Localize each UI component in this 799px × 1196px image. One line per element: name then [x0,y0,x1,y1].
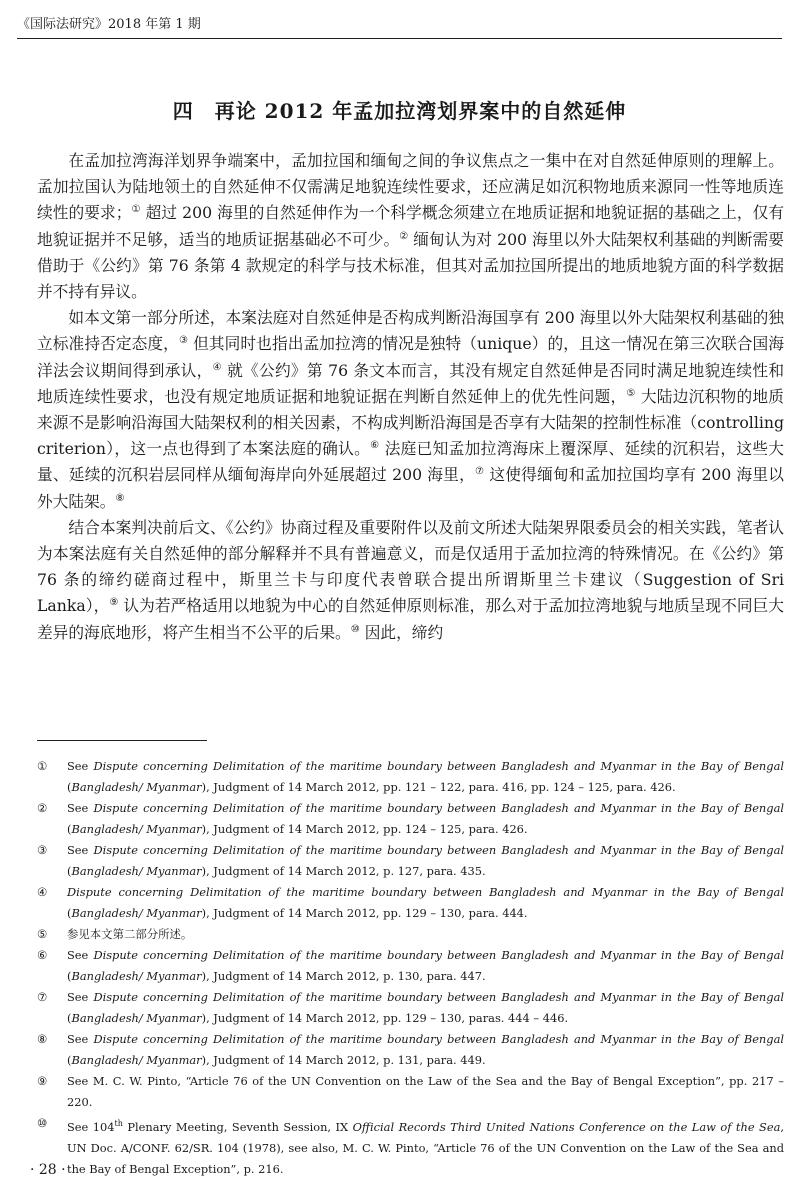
footnote-reference[interactable]: ② [399,230,409,242]
case-title: Bangladesh/ Myanmar [71,780,202,794]
footnote-text [67,840,784,882]
paragraph-text: 这使得缅甸和孟加拉国均享有 200 海里以外大陆架。 [37,465,784,511]
case-title: Dispute concerning Delimitation of the maritime boundary between Bangladesh and Myanmar in the Bay of Bengal [93,948,784,962]
case-title: Bangladesh/ Myanmar [71,1011,202,1025]
case-title: Dispute concerning Delimitation of the maritime boundary between Bangladesh and Myanmar in the Bay of Bengal [67,885,784,899]
footnote-reference[interactable]: ④ [212,361,222,373]
footnote-text [67,945,784,987]
footnote-rule [37,740,207,741]
footnote-segment: ), Judgment of 14 March 2012, pp. 129 – 130, para. 444. [201,906,528,920]
section-title: 四 再论 2012 年孟加拉湾划界案中的自然延伸 [172,99,627,123]
footnote-segment: See M. C. W. Pinto, “Article 76 of the UN Convention on the Law of the Sea and the Bay of Bengal Exception”, pp. 217 – 220. [67,1074,784,1109]
footnote-segment: ), Judgment of 14 March 2012, pp. 121 – 122, para. 416, pp. 124 – 125, para. 426. [201,780,676,794]
footnote [37,987,784,1029]
case-title: Bangladesh/ Myanmar [71,822,202,836]
footnote [37,924,784,945]
case-title: Dispute concerning Delimitation of the maritime boundary between Bangladesh and Myanmar in the Bay of Bengal [93,843,784,857]
footnote [37,798,784,840]
footnote-reference[interactable]: ① [131,204,141,216]
footnote-text [67,924,784,945]
paragraph-text: 超过 200 海里的自然延伸作为一个科学概念须建立在地质证据和地貌证据的基础之上，仅有地貌证据并不足够，适当的地质证据基础必不可少。 [37,203,785,249]
footnote-segment: ( [67,969,72,983]
footnote-segment: ), Judgment of 14 March 2012, p. 131, para. 449. [201,1053,486,1067]
footnote-segment: ( [67,822,72,836]
footnote-segment: ), Judgment of 14 March 2012, pp. 124 – 125, para. 426. [201,822,528,836]
paragraph-text: 法庭已知孟加拉湾海床上覆深厚、延续的沉积岩，这些大量、延续的沉积岩层同样从缅甸海岸向外延展超过 200 海里， [37,439,784,485]
case-title: Dispute concerning Delimitation of the maritime boundary between Bangladesh and Myanmar in the Bay of Bengal [93,1032,784,1046]
footnote-segment: See 104 [67,1119,115,1134]
footnote [37,1071,784,1113]
footnote-reference[interactable]: ⑦ [474,466,485,478]
case-title: Dispute concerning Delimitation of the maritime boundary between Bangladesh and Myanmar in the Bay of Bengal [93,990,784,1004]
body-text [37,148,784,646]
paragraph-text: 如本文第一部分所述，本案法庭对自然延伸是否构成判断沿海国享有 200 海里以外大陆架权利基础的独立标准持否定态度， [37,308,784,354]
footnote-segment: See [67,1032,94,1046]
paragraph-text: 但其同时也指出孟加拉湾的情况是独特（unique）的，且这一情况在第三次联合国海洋法会议期间得到承认， [37,334,785,380]
ordinal-suffix: th [114,1119,123,1128]
paragraph-text: 就《公约》第 76 条文本而言，其没有规定自然延伸是否同时满足地貌连续性和地质连续性要求，也没有规定地质证据和地貌证据在判断自然延伸上的优先性问题， [37,360,785,406]
footnote-text [67,798,784,840]
footnote-text [67,1071,784,1113]
footnote-segment: See [67,990,94,1004]
case-title: Dispute concerning Delimitation of the maritime boundary between Bangladesh and Myanmar in the Bay of Bengal [93,759,784,773]
footnote-segment: Plenary Meeting, Seventh Session, IX [122,1119,353,1134]
page-number: · 28 · [30,1162,66,1178]
footnote [37,756,784,798]
paragraph-text: 大陆边沉积物的地质来源不是影响沿海国大陆架权利的相关因素，不构成判断沿海国是否享有大陆架的控制性标准（controlling criterion），这一点也得到了本案法庭的确认。 [37,386,784,459]
footnote-segment: ), Judgment of 14 March 2012, p. 127, para. 435. [201,864,486,878]
header-rule [17,38,782,39]
footnote-reference[interactable]: ⑩ [350,623,360,635]
case-title: Official Records Third United Nations Conference on the Law of the Sea [352,1119,781,1134]
footnote-reference[interactable]: ⑧ [115,492,125,504]
footnote-marker: ⑨ [37,1074,48,1088]
footnote-segment: ( [67,780,72,794]
footnote-marker: ⑦ [37,990,48,1004]
footnote-segment: ), Judgment of 14 March 2012, pp. 129 – 130, paras. 444 – 446. [201,1011,569,1025]
footnote-segment: ), Judgment of 14 March 2012, p. 130, para. 447. [201,969,486,983]
footnote-marker: ⑩ [37,1116,48,1130]
paragraph-text: 缅甸认为对 200 海里以外大陆架权利基础的判断需要借助于《公约》第 76 条第 4 款规定的科学与技术标准，但其对孟加拉国所提出的地质地貌方面的科学数据并不持有异议。 [37,229,784,302]
footnote-marker: ⑧ [37,1032,48,1046]
case-title: Bangladesh/ Myanmar [71,1053,202,1067]
footnotes [37,756,784,1180]
footnote-reference[interactable]: ⑨ [109,597,119,609]
paragraph-text: 结合本案判决前后文、《公约》协商过程及重要附件以及前文所述大陆架界限委员会的相关实践，笔者认为本案法庭有关自然延伸的部分解释并不具有普遍意义，而是仅适用于孟加拉湾的特殊情况。在《公约》第 76 条的缔约磋商过程中，斯里兰卡与印度代表曾联合提出所谓斯里兰卡建议（Suggestion of Sri Lanka）， [37,517,784,616]
footnote-segment: See [67,948,94,962]
footnote-marker: ③ [37,843,48,857]
case-title: Bangladesh/ Myanmar [71,864,202,878]
body-paragraph [37,305,784,515]
case-title: Bangladesh/ Myanmar [71,969,202,983]
footnote-segment: , UN Doc. A/CONF. 62/SR. 104 (1978), see also, M. C. W. Pinto, “Article 76 of the UN Convention on the Law of the Sea and the Bay of Bengal Exception”, p. 216. [67,1119,784,1176]
footnote-segment: See [67,759,94,773]
footnote-reference[interactable]: ③ [178,335,189,347]
footnote [37,1113,784,1180]
footnote-segment: See [67,843,94,857]
case-title: Bangladesh/ Myanmar [71,906,202,920]
footnote-marker: ⑥ [37,948,48,962]
footnote-segment: ( [67,1011,72,1025]
footnote [37,840,784,882]
paragraph-text: 认为若严格适用以地貌为中心的自然延伸原则标准，那么对于孟加拉湾地貌与地质呈现不同巨大差异的海底地形，将产生相当不公平的后果。 [37,596,784,642]
footnote-segment: ( [67,906,72,920]
footnote-text [67,756,784,798]
footnote-segment: 参见本文第二部分所述。 [67,927,193,941]
footnote-marker: ④ [37,885,48,899]
footnote-text [67,1113,784,1180]
footnote-text [67,1029,784,1071]
body-paragraph [37,148,784,305]
footnote-segment: ( [67,864,72,878]
footnote-text [67,987,784,1029]
footnote [37,945,784,987]
footnote [37,1029,784,1071]
footnote-marker: ② [37,801,48,815]
footnote [37,882,784,924]
footnote-text [67,882,784,924]
footnote-reference[interactable]: ⑥ [370,440,380,451]
paragraph-text: 在孟加拉湾海洋划界争端案中，孟加拉国和缅甸之间的争议焦点之一集中在对自然延伸原则的理解上。孟加拉国认为陆地领土的自然延伸不仅需满足地貌连续性要求，还应满足如沉积物地质来源同一性等地质连续性的要求； [37,151,784,223]
footnote-marker: ⑤ [37,927,48,941]
running-header: 《国际法研究》2018 年第 1 期 [17,17,201,32]
footnote-marker: ① [37,759,48,773]
footnote-reference[interactable]: ⑤ [626,387,636,399]
paragraph-text: 因此，缔约 [359,622,444,642]
footnote-segment: ( [67,1053,72,1067]
footnote-segment: See [67,801,94,815]
body-paragraph [37,515,784,646]
case-title: Dispute concerning Delimitation of the maritime boundary between Bangladesh and Myanmar in the Bay of Bengal [93,801,784,815]
